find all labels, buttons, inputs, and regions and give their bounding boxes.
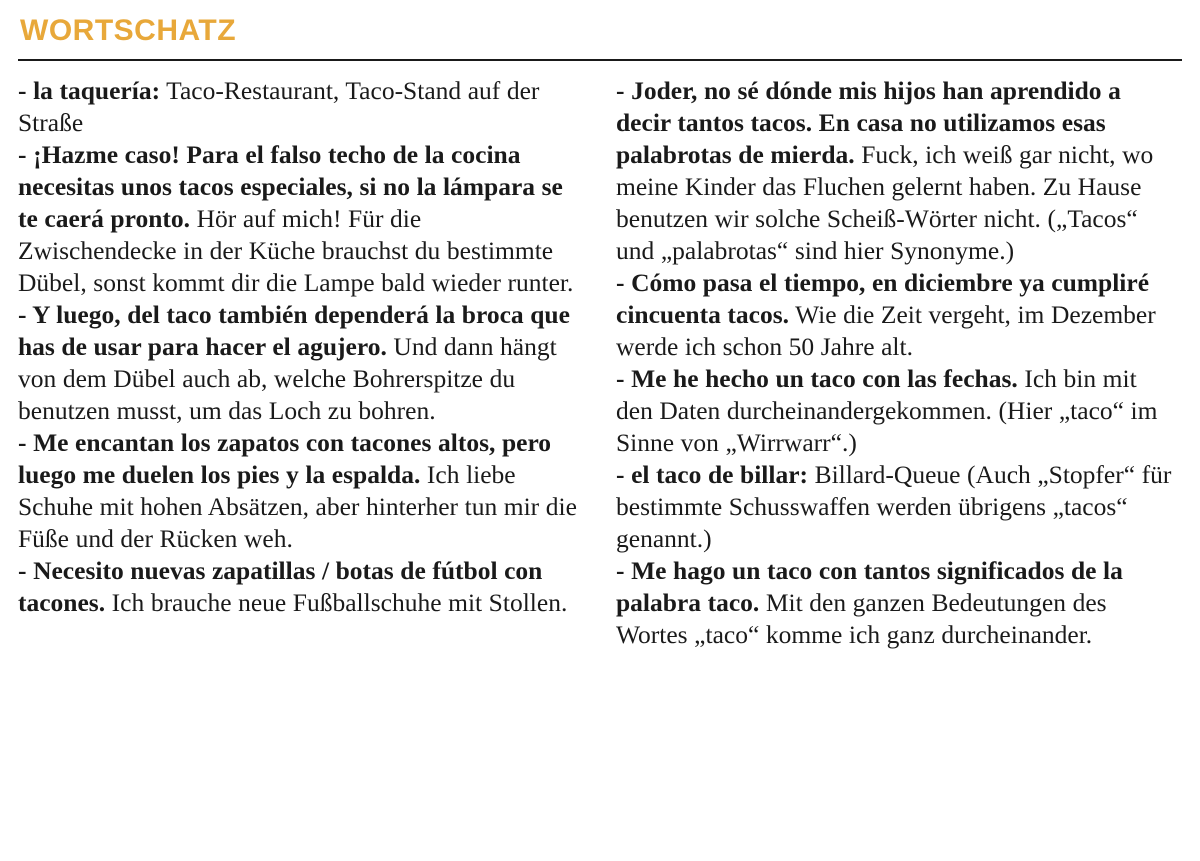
- list-item: [616, 363, 1178, 459]
- entry-german: Ich brauche neue Fußballschuhe mit Stollen.: [105, 588, 568, 617]
- entry-spanish: Me encantan los zapatos con tacones altos, pero luego me duelen los pies y la espalda.: [18, 428, 552, 489]
- entry-spanish: la taquería:: [33, 76, 161, 105]
- column-right: [616, 75, 1178, 651]
- two-column-body: [18, 75, 1182, 651]
- entry-dash: -: [18, 300, 33, 329]
- entry-german: Billard-Queue (Auch „Stopfer“ für bestimmte Schusswaffen werden übrigens „tacos“ genannt.): [616, 460, 1172, 553]
- entry-spanish: ¡Hazme caso! Para el falso techo de la cocina necesitas unos tacos especiales, si no la lámpara se te caerá pronto.: [18, 140, 563, 233]
- title-divider: [18, 59, 1182, 61]
- list-item: [616, 555, 1178, 651]
- entry-german: Ich liebe Schuhe mit hohen Absätzen, aber hinterher tun mir die Füße und der Rücken weh.: [18, 460, 577, 553]
- entry-spanish: Joder, no sé dónde mis hijos han aprendido a decir tantos tacos. En casa no utilizamos esas palabrotas de mierda.: [616, 76, 1121, 169]
- page-title: WORTSCHATZ: [20, 14, 237, 47]
- entry-dash: -: [616, 76, 632, 105]
- entry-german: Mit den ganzen Bedeutungen des Wortes „taco“ komme ich ganz durcheinander.: [616, 588, 1107, 649]
- entry-dash: -: [616, 364, 632, 393]
- entry-dash: -: [18, 140, 34, 169]
- list-item: [18, 555, 580, 619]
- column-left: [18, 75, 580, 619]
- entry-german: Wie die Zeit vergeht, im Dezember werde ich schon 50 Jahre alt.: [616, 300, 1156, 361]
- entry-spanish: Y luego, del taco también dependerá la broca que has de usar para hacer el agujero.: [18, 300, 570, 361]
- entry-german: Taco-Restaurant, Taco-Stand auf der Straße: [18, 76, 540, 137]
- list-item: [616, 75, 1178, 267]
- entry-dash: -: [18, 556, 34, 585]
- entry-german: Und dann hängt von dem Dübel auch ab, welche Bohrerspitze du benutzen musst, um das Loch zu bohren.: [18, 332, 557, 425]
- entry-spanish: Necesito nuevas zapatillas / botas de fútbol con tacones.: [18, 556, 543, 617]
- list-item: [616, 267, 1178, 363]
- list-item: [18, 427, 580, 555]
- list-item: [18, 139, 580, 299]
- list-item: [18, 75, 580, 139]
- entry-dash: -: [18, 76, 34, 105]
- entry-german: Fuck, ich weiß gar nicht, wo meine Kinder das Fluchen gelernt haben. Zu Hause benutzen wir solche Scheiß-Wörter nicht. („Tacos“ und „palabrotas“ sind hier Synonyme.): [616, 140, 1154, 265]
- entry-spanish: Me hago un taco con tantos significados de la palabra taco.: [616, 556, 1123, 617]
- entry-spanish: Me he hecho un taco con las fechas.: [631, 364, 1018, 393]
- entry-dash: -: [616, 460, 632, 489]
- entry-spanish: Cómo pasa el tiempo, en diciembre ya cumpliré cincuenta tacos.: [616, 268, 1150, 329]
- list-item: [616, 459, 1178, 555]
- entry-spanish: el taco de billar:: [631, 460, 809, 489]
- list-item: [18, 299, 580, 427]
- entry-dash: -: [616, 556, 632, 585]
- entry-dash: -: [18, 428, 34, 457]
- entry-german: Hör auf mich! Für die Zwischendecke in der Küche brauchst du bestimmte Dübel, sonst kommt dir die Lampe bald wieder runter.: [18, 204, 574, 297]
- entry-dash: -: [616, 268, 632, 297]
- entry-german: Ich bin mit den Daten durcheinandergekommen. (Hier „taco“ im Sinne von „Wirrwarr“.): [616, 364, 1158, 457]
